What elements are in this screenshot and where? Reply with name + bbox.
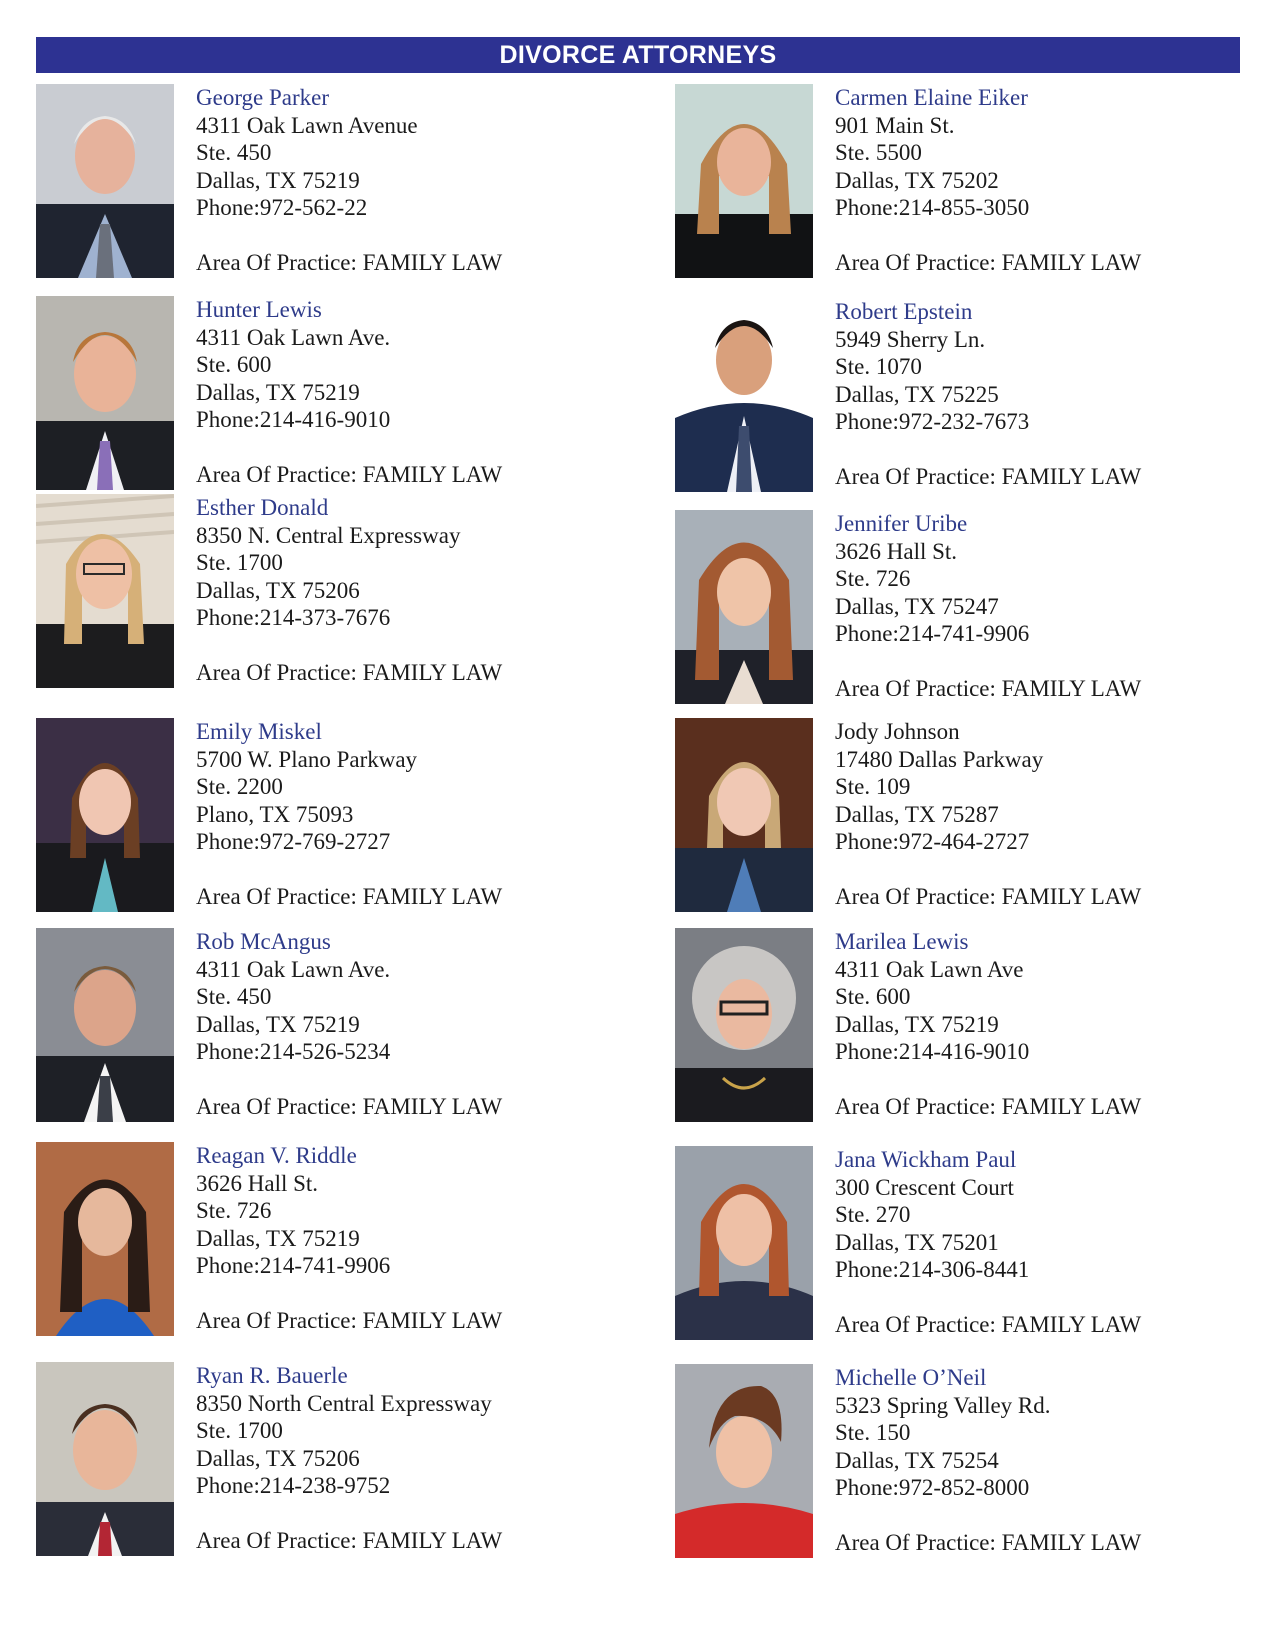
attorney-suite: Ste. 1700 xyxy=(196,1418,283,1443)
attorney-phone: Phone:972-464-2727 xyxy=(835,829,1030,854)
attorney-info xyxy=(835,718,1265,911)
attorney-name[interactable]: Emily Miskel xyxy=(196,719,322,744)
attorney-phone: Phone:214-306-8441 xyxy=(835,1257,1030,1282)
attorney-suite: Ste. 270 xyxy=(835,1202,911,1227)
portrait-photo xyxy=(675,298,813,492)
attorney-city: Dallas, TX 75219 xyxy=(196,1225,360,1251)
attorney-name[interactable]: Marilea Lewis xyxy=(835,929,969,954)
attorney-name[interactable]: Robert Epstein xyxy=(835,299,973,324)
attorney-name[interactable]: Carmen Elaine Eiker xyxy=(835,85,1028,110)
attorney-name[interactable]: Ryan R. Bauerle xyxy=(196,1363,348,1388)
portrait-photo xyxy=(36,718,174,912)
attorney-phone: Phone:214-373-7676 xyxy=(196,605,391,630)
attorney-city: Dallas, TX 75287 xyxy=(835,801,999,827)
attorney-practice-area: Area Of Practice: FAMILY LAW xyxy=(835,464,1142,489)
attorney-info xyxy=(835,1364,1265,1557)
portrait-photo xyxy=(675,928,813,1122)
attorney-name[interactable]: Esther Donald xyxy=(196,495,329,520)
attorney-practice-area: Area Of Practice: FAMILY LAW xyxy=(835,676,1142,701)
attorney-practice-area: Area Of Practice: FAMILY LAW xyxy=(196,1094,503,1119)
attorney-city: Dallas, TX 75201 xyxy=(835,1229,999,1255)
attorney-address: 5949 Sherry Ln. xyxy=(835,326,986,352)
portrait-photo xyxy=(36,296,174,490)
attorney-suite: Ste. 2200 xyxy=(196,774,283,799)
portrait-photo xyxy=(36,928,174,1122)
attorney-info xyxy=(196,494,626,687)
attorney-address: 4311 Oak Lawn Ave. xyxy=(196,324,391,350)
attorney-city: Dallas, TX 75202 xyxy=(835,167,999,193)
attorney-info xyxy=(835,510,1265,703)
attorney-address: 4311 Oak Lawn Ave xyxy=(835,956,1024,982)
portrait-photo xyxy=(675,718,813,912)
attorney-info xyxy=(196,718,626,911)
attorney-practice-area: Area Of Practice: FAMILY LAW xyxy=(835,1312,1142,1337)
attorney-name[interactable]: Michelle O’Neil xyxy=(835,1365,987,1390)
directory-banner xyxy=(36,37,1240,73)
attorney-phone: Phone:972-769-2727 xyxy=(196,829,391,854)
portrait-photo xyxy=(36,1362,174,1556)
portrait-photo xyxy=(675,510,813,704)
attorney-info xyxy=(835,928,1265,1121)
attorney-info xyxy=(196,928,626,1121)
attorney-city: Dallas, TX 75206 xyxy=(196,577,360,603)
attorney-address: 4311 Oak Lawn Ave. xyxy=(196,956,391,982)
attorney-suite: Ste. 450 xyxy=(196,140,272,165)
attorney-address: 8350 N. Central Expressway xyxy=(196,522,461,548)
attorney-phone: Phone:214-416-9010 xyxy=(835,1039,1030,1064)
attorney-info xyxy=(835,84,1265,277)
attorney-practice-area: Area Of Practice: FAMILY LAW xyxy=(196,1308,503,1333)
attorney-name: Jody Johnson xyxy=(835,719,960,744)
attorney-phone: Phone:214-238-9752 xyxy=(196,1473,391,1498)
attorney-phone: Phone:214-526-5234 xyxy=(196,1039,391,1064)
attorney-info xyxy=(196,1362,626,1555)
attorney-info xyxy=(835,298,1265,491)
attorney-suite: Ste. 600 xyxy=(196,352,272,377)
attorney-info xyxy=(196,84,626,277)
attorney-info xyxy=(835,1146,1265,1339)
attorney-info xyxy=(196,296,626,489)
portrait-photo xyxy=(36,84,174,278)
attorney-phone: Phone:972-232-7673 xyxy=(835,409,1030,434)
attorney-name[interactable]: Jennifer Uribe xyxy=(835,511,968,536)
attorney-address: 300 Crescent Court xyxy=(835,1174,1014,1200)
attorney-city: Dallas, TX 75219 xyxy=(196,1011,360,1037)
attorney-phone: Phone:972-562-22 xyxy=(196,195,368,220)
attorney-practice-area: Area Of Practice: FAMILY LAW xyxy=(835,250,1142,275)
attorney-address: 4311 Oak Lawn Avenue xyxy=(196,112,418,138)
attorney-city: Plano, TX 75093 xyxy=(196,801,354,827)
attorney-city: Dallas, TX 75219 xyxy=(196,167,360,193)
attorney-address: 5700 W. Plano Parkway xyxy=(196,746,418,772)
attorney-city: Dallas, TX 75206 xyxy=(196,1445,360,1471)
attorney-city: Dallas, TX 75225 xyxy=(835,381,999,407)
attorney-suite: Ste. 1700 xyxy=(196,550,283,575)
attorney-suite: Ste. 5500 xyxy=(835,140,922,165)
attorney-name[interactable]: Rob McAngus xyxy=(196,929,331,954)
attorney-practice-area: Area Of Practice: FAMILY LAW xyxy=(196,884,503,909)
attorney-suite: Ste. 600 xyxy=(835,984,911,1009)
attorney-city: Dallas, TX 75219 xyxy=(835,1011,999,1037)
portrait-photo xyxy=(36,1142,174,1336)
attorney-practice-area: Area Of Practice: FAMILY LAW xyxy=(196,462,503,487)
attorney-city: Dallas, TX 75254 xyxy=(835,1447,999,1473)
attorney-info xyxy=(196,1142,626,1335)
attorney-suite: Ste. 726 xyxy=(835,566,911,591)
attorney-suite: Ste. 109 xyxy=(835,774,911,799)
attorney-name[interactable]: Jana Wickham Paul xyxy=(835,1147,1017,1172)
portrait-photo xyxy=(675,1364,813,1558)
attorney-phone: Phone:214-855-3050 xyxy=(835,195,1030,220)
attorney-phone: Phone:214-416-9010 xyxy=(196,407,391,432)
attorney-suite: Ste. 450 xyxy=(196,984,272,1009)
attorney-practice-area: Area Of Practice: FAMILY LAW xyxy=(835,884,1142,909)
attorney-phone: Phone:214-741-9906 xyxy=(196,1253,391,1278)
portrait-photo xyxy=(675,84,813,278)
attorney-address: 17480 Dallas Parkway xyxy=(835,746,1044,772)
attorney-phone: Phone:214-741-9906 xyxy=(835,621,1030,646)
attorney-practice-area: Area Of Practice: FAMILY LAW xyxy=(196,250,503,275)
attorney-name[interactable]: George Parker xyxy=(196,85,330,110)
attorney-suite: Ste. 150 xyxy=(835,1420,911,1445)
attorney-name[interactable]: Hunter Lewis xyxy=(196,297,322,322)
attorney-phone: Phone:972-852-8000 xyxy=(835,1475,1030,1500)
attorney-practice-area: Area Of Practice: FAMILY LAW xyxy=(196,660,503,685)
attorney-address: 901 Main St. xyxy=(835,112,955,138)
portrait-photo xyxy=(36,494,174,688)
attorney-address: 8350 North Central Expressway xyxy=(196,1390,492,1416)
attorney-city: Dallas, TX 75247 xyxy=(835,593,999,619)
attorney-address: 3626 Hall St. xyxy=(196,1170,319,1196)
attorney-suite: Ste. 1070 xyxy=(835,354,922,379)
attorney-name[interactable]: Reagan V. Riddle xyxy=(196,1143,357,1168)
attorney-practice-area: Area Of Practice: FAMILY LAW xyxy=(196,1528,503,1553)
attorney-city: Dallas, TX 75219 xyxy=(196,379,360,405)
attorney-suite: Ste. 726 xyxy=(196,1198,272,1223)
banner-title: DIVORCE ATTORNEYS xyxy=(499,41,777,69)
attorney-address: 3626 Hall St. xyxy=(835,538,958,564)
attorney-address: 5323 Spring Valley Rd. xyxy=(835,1392,1051,1418)
portrait-photo xyxy=(675,1146,813,1340)
attorney-practice-area: Area Of Practice: FAMILY LAW xyxy=(835,1530,1142,1555)
attorney-practice-area: Area Of Practice: FAMILY LAW xyxy=(835,1094,1142,1119)
